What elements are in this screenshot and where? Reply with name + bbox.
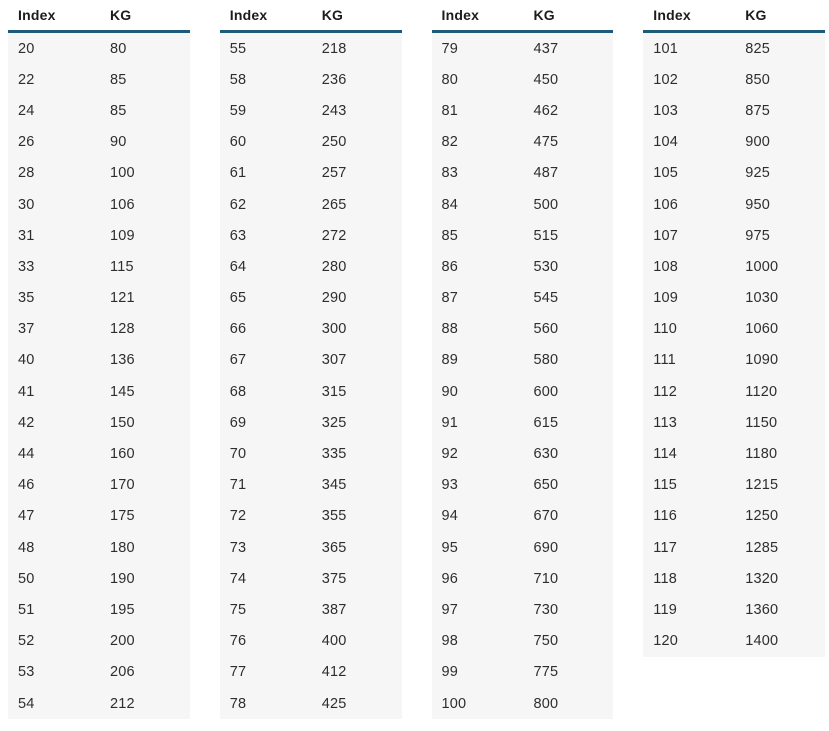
index-cell: 86	[441, 258, 459, 275]
index-cell: 110	[653, 321, 677, 338]
kg-cell: 487	[533, 165, 559, 182]
table-row	[643, 594, 825, 625]
table-row	[643, 127, 825, 158]
table-row	[220, 563, 402, 594]
index-cell: 87	[441, 290, 459, 307]
index-cell: 118	[653, 570, 677, 587]
table-row	[643, 501, 825, 532]
index-cell: 65	[229, 290, 247, 307]
index-cell: 66	[229, 321, 247, 338]
kg-cell: 1180	[745, 446, 778, 463]
table-row	[220, 345, 402, 376]
kg-cell: 160	[110, 446, 135, 463]
table-row	[220, 95, 402, 126]
index-cell: 52	[18, 633, 35, 650]
kg-cell: 1250	[745, 508, 779, 525]
table-row	[8, 189, 190, 220]
index-cell: 20	[18, 40, 35, 57]
kg-cell: 150	[110, 414, 135, 431]
kg-cell: 1360	[745, 601, 779, 618]
index-cell: 78	[229, 695, 247, 712]
index-cell: 101	[653, 40, 679, 57]
table-row	[432, 688, 614, 719]
table-row	[8, 501, 190, 532]
kg-cell: 1120	[745, 383, 778, 400]
table-header-row	[8, 0, 190, 33]
table-row	[643, 251, 825, 282]
index-cell: 72	[229, 508, 247, 525]
table-row	[432, 158, 614, 189]
index-cell: 83	[441, 165, 459, 182]
table-row	[8, 470, 190, 501]
index-cell: 75	[229, 601, 247, 618]
index-cell: 111	[653, 352, 676, 369]
column-header-kg: KG	[110, 7, 132, 23]
kg-cell: 750	[533, 633, 559, 650]
kg-cell: 800	[533, 695, 559, 712]
index-cell: 55	[229, 40, 247, 57]
index-cell: 71	[229, 477, 247, 494]
table-row	[8, 594, 190, 625]
table-row	[220, 189, 402, 220]
index-cell: 79	[441, 40, 459, 57]
kg-cell: 170	[110, 477, 135, 494]
index-cell: 35	[18, 290, 35, 307]
table-row	[220, 626, 402, 657]
index-cell: 31	[18, 227, 35, 244]
index-cell: 48	[18, 539, 35, 556]
kg-cell: 365	[321, 539, 347, 556]
index-cell: 91	[441, 414, 459, 431]
table-row	[432, 407, 614, 438]
index-cell: 112	[653, 383, 677, 400]
table-header-row	[220, 0, 402, 33]
table-row	[8, 688, 190, 719]
index-cell: 40	[18, 352, 35, 369]
table-row	[8, 283, 190, 314]
index-cell: 84	[441, 196, 459, 213]
kg-cell: 615	[533, 414, 559, 431]
kg-cell: 100	[110, 165, 135, 182]
column-header-kg: KG	[321, 7, 344, 23]
index-cell: 90	[441, 383, 459, 400]
index-cell: 33	[18, 258, 35, 275]
table-row	[8, 95, 190, 126]
load-index-table-2	[220, 0, 402, 719]
table-row	[220, 158, 402, 189]
kg-cell: 650	[533, 477, 559, 494]
table-row	[8, 314, 190, 345]
load-index-table-4	[643, 0, 825, 657]
table-body	[432, 33, 614, 719]
index-cell: 59	[229, 102, 247, 119]
index-cell: 54	[18, 695, 35, 712]
kg-cell: 1150	[745, 414, 778, 431]
kg-cell: 106	[110, 196, 135, 213]
index-cell: 102	[653, 71, 679, 88]
index-cell: 76	[229, 633, 247, 650]
table-row	[220, 657, 402, 688]
kg-cell: 515	[533, 227, 559, 244]
kg-cell: 265	[321, 196, 347, 213]
index-cell: 117	[653, 539, 677, 556]
kg-cell: 115	[110, 258, 134, 275]
table-row	[643, 407, 825, 438]
kg-cell: 300	[321, 321, 347, 338]
kg-cell: 85	[110, 102, 127, 119]
table-row	[220, 532, 402, 563]
index-cell: 46	[18, 477, 35, 494]
table-row	[643, 376, 825, 407]
index-cell: 106	[653, 196, 679, 213]
index-cell: 70	[229, 446, 247, 463]
kg-cell: 1285	[745, 539, 779, 556]
kg-cell: 825	[745, 40, 771, 57]
kg-cell: 1060	[745, 321, 779, 338]
index-cell: 116	[653, 508, 677, 525]
kg-cell: 425	[321, 695, 347, 712]
kg-cell: 400	[321, 633, 347, 650]
kg-cell: 243	[321, 102, 347, 119]
column-header-kg: KG	[745, 7, 767, 23]
table-row	[8, 438, 190, 469]
column-header-kg: KG	[533, 7, 555, 23]
kg-cell: 1090	[745, 352, 779, 369]
index-cell: 24	[18, 102, 35, 119]
column-header-index: Index	[441, 7, 480, 23]
index-cell: 41	[18, 383, 35, 400]
table-row	[8, 251, 190, 282]
index-cell: 107	[653, 227, 679, 244]
kg-cell: 345	[321, 477, 347, 494]
index-cell: 44	[18, 446, 35, 463]
table-row	[643, 563, 825, 594]
index-cell: 114	[653, 446, 677, 463]
kg-cell: 560	[533, 321, 559, 338]
kg-cell: 272	[321, 227, 347, 244]
index-cell: 113	[653, 414, 677, 431]
index-cell: 60	[229, 134, 247, 151]
index-cell: 99	[441, 664, 459, 681]
kg-cell: 195	[110, 601, 135, 618]
index-cell: 62	[229, 196, 247, 213]
kg-cell: 950	[745, 196, 771, 213]
table-row	[8, 64, 190, 95]
index-cell: 26	[18, 134, 35, 151]
table-row	[432, 376, 614, 407]
index-cell: 37	[18, 321, 35, 338]
index-cell: 104	[653, 134, 679, 151]
table-row	[432, 594, 614, 625]
index-cell: 93	[441, 477, 459, 494]
index-cell: 95	[441, 539, 459, 556]
index-cell: 81	[441, 102, 459, 119]
index-cell: 77	[229, 664, 247, 681]
table-row	[432, 33, 614, 64]
table-row	[432, 657, 614, 688]
kg-cell: 145	[110, 383, 135, 400]
index-cell: 96	[441, 570, 459, 587]
table-row	[432, 283, 614, 314]
table-header-row	[643, 0, 825, 33]
table-body	[220, 33, 402, 719]
table-row	[220, 314, 402, 345]
kg-cell: 1030	[745, 290, 779, 307]
table-row	[220, 64, 402, 95]
table-row	[432, 438, 614, 469]
column-header-index: Index	[18, 7, 56, 23]
column-header-index: Index	[229, 7, 268, 23]
kg-cell: 975	[745, 227, 771, 244]
kg-cell: 412	[321, 664, 347, 681]
kg-cell: 530	[533, 258, 559, 275]
index-cell: 115	[653, 477, 677, 494]
kg-cell: 387	[321, 601, 347, 618]
kg-cell: 128	[110, 321, 135, 338]
index-cell: 88	[441, 321, 459, 338]
kg-cell: 690	[533, 539, 559, 556]
index-cell: 64	[229, 258, 247, 275]
kg-cell: 580	[533, 352, 559, 369]
index-cell: 103	[653, 102, 679, 119]
index-cell: 22	[18, 71, 35, 88]
kg-cell: 212	[110, 695, 135, 712]
table-row	[8, 376, 190, 407]
table-row	[432, 470, 614, 501]
kg-cell: 545	[533, 290, 559, 307]
kg-cell: 109	[110, 227, 135, 244]
index-cell: 69	[229, 414, 247, 431]
table-row	[643, 532, 825, 563]
table-row	[432, 251, 614, 282]
kg-cell: 335	[321, 446, 347, 463]
table-row	[643, 189, 825, 220]
table-row	[220, 688, 402, 719]
kg-cell: 450	[533, 71, 559, 88]
kg-cell: 850	[745, 71, 771, 88]
index-cell: 58	[229, 71, 247, 88]
table-row	[8, 626, 190, 657]
kg-cell: 900	[745, 134, 771, 151]
index-cell: 119	[653, 601, 677, 618]
kg-cell: 190	[110, 570, 135, 587]
index-cell: 80	[441, 71, 459, 88]
kg-cell: 280	[321, 258, 347, 275]
kg-cell: 355	[321, 508, 347, 525]
kg-cell: 730	[533, 601, 559, 618]
kg-cell: 290	[321, 290, 347, 307]
index-cell: 120	[653, 633, 679, 650]
table-row	[8, 563, 190, 594]
table-row	[432, 563, 614, 594]
table-row	[220, 376, 402, 407]
table-row	[643, 33, 825, 64]
table-row	[643, 345, 825, 376]
index-cell: 74	[229, 570, 247, 587]
table-row	[432, 532, 614, 563]
index-cell: 67	[229, 352, 247, 369]
table-row	[8, 407, 190, 438]
kg-cell: 325	[321, 414, 347, 431]
index-cell: 105	[653, 165, 679, 182]
index-cell: 30	[18, 196, 35, 213]
table-row	[432, 95, 614, 126]
table-row	[220, 501, 402, 532]
table-row	[432, 626, 614, 657]
kg-cell: 85	[110, 71, 127, 88]
kg-cell: 775	[533, 664, 559, 681]
table-row	[643, 220, 825, 251]
kg-cell: 307	[321, 352, 347, 369]
kg-cell: 630	[533, 446, 559, 463]
index-cell: 51	[18, 601, 35, 618]
kg-cell: 600	[533, 383, 559, 400]
index-cell: 82	[441, 134, 459, 151]
table-row	[432, 189, 614, 220]
table-row	[643, 438, 825, 469]
kg-cell: 500	[533, 196, 559, 213]
table-body	[643, 33, 825, 657]
table-row	[220, 127, 402, 158]
table-row	[220, 594, 402, 625]
table-row	[220, 33, 402, 64]
index-cell: 61	[229, 165, 247, 182]
table-row	[220, 283, 402, 314]
table-row	[8, 532, 190, 563]
kg-cell: 175	[110, 508, 135, 525]
table-row	[8, 158, 190, 189]
table-row	[432, 64, 614, 95]
index-cell: 50	[18, 570, 35, 587]
kg-cell: 180	[110, 539, 135, 556]
kg-cell: 437	[533, 40, 559, 57]
table-row	[643, 95, 825, 126]
kg-cell: 257	[321, 165, 347, 182]
index-cell: 97	[441, 601, 459, 618]
column-header-index: Index	[653, 7, 691, 23]
kg-cell: 315	[321, 383, 347, 400]
kg-cell: 462	[533, 102, 559, 119]
kg-cell: 475	[533, 134, 559, 151]
kg-cell: 236	[321, 71, 347, 88]
kg-cell: 375	[321, 570, 347, 587]
table-row	[643, 314, 825, 345]
table-row	[220, 438, 402, 469]
table-row	[220, 251, 402, 282]
table-header-row	[432, 0, 614, 33]
index-cell: 68	[229, 383, 247, 400]
table-row	[643, 158, 825, 189]
table-row	[8, 33, 190, 64]
table-row	[220, 470, 402, 501]
index-cell: 89	[441, 352, 459, 369]
index-cell: 85	[441, 227, 459, 244]
index-cell: 100	[441, 695, 467, 712]
kg-cell: 1320	[745, 570, 779, 587]
table-row	[220, 407, 402, 438]
table-row	[643, 64, 825, 95]
index-cell: 63	[229, 227, 247, 244]
table-row	[8, 657, 190, 688]
index-cell: 109	[653, 290, 679, 307]
kg-cell: 206	[110, 664, 135, 681]
index-cell: 98	[441, 633, 459, 650]
index-cell: 92	[441, 446, 459, 463]
index-cell: 28	[18, 165, 35, 182]
kg-cell: 925	[745, 165, 771, 182]
table-row	[432, 314, 614, 345]
kg-cell: 250	[321, 134, 347, 151]
load-index-table-3	[432, 0, 614, 719]
kg-cell: 136	[110, 352, 135, 369]
index-cell: 47	[18, 508, 35, 525]
index-cell: 73	[229, 539, 247, 556]
kg-cell: 1215	[745, 477, 779, 494]
table-row	[432, 127, 614, 158]
kg-cell: 1400	[745, 633, 779, 650]
table-row	[8, 345, 190, 376]
kg-cell: 200	[110, 633, 135, 650]
table-row	[432, 220, 614, 251]
table-body	[8, 33, 190, 719]
kg-cell: 670	[533, 508, 559, 525]
table-row	[432, 501, 614, 532]
kg-cell: 121	[110, 290, 135, 307]
load-index-table-1	[8, 0, 190, 719]
table-row	[643, 283, 825, 314]
table-row	[220, 220, 402, 251]
table-row	[432, 345, 614, 376]
kg-cell: 710	[533, 570, 559, 587]
kg-cell: 1000	[745, 258, 779, 275]
table-row	[8, 127, 190, 158]
kg-cell: 80	[110, 40, 127, 57]
index-cell: 94	[441, 508, 459, 525]
kg-cell: 218	[321, 40, 347, 57]
index-cell: 42	[18, 414, 35, 431]
table-row	[8, 220, 190, 251]
kg-cell: 875	[745, 102, 771, 119]
kg-cell: 90	[110, 134, 127, 151]
table-row	[643, 470, 825, 501]
table-row	[643, 626, 825, 657]
index-cell: 53	[18, 664, 35, 681]
index-cell: 108	[653, 258, 679, 275]
